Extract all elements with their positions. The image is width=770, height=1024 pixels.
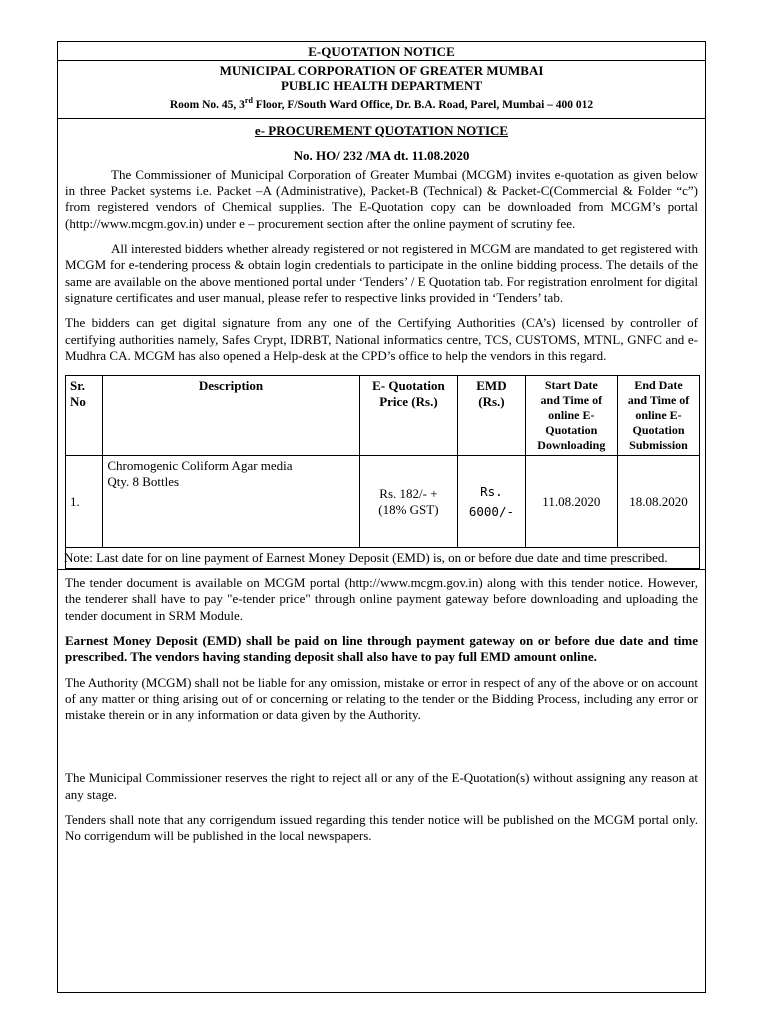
organization-name: MUNICIPAL CORPORATION OF GREATER MUMBAI xyxy=(219,63,544,78)
col-emd: EMD (Rs.) xyxy=(458,376,525,456)
row-description: Chromogenic Coliform Agar media Qty. 8 Bottles xyxy=(103,456,359,548)
quotation-table xyxy=(65,375,700,569)
paragraph-emd: Earnest Money Deposit (EMD) shall be paid on line through payment gateway on or before due date and time prescribed. The vendors having standing deposit shall also have to pay full EMD amount online. xyxy=(65,632,698,665)
notice-number: No. HO/ 232 /MA dt. 11.08.2020 xyxy=(293,147,470,163)
emd-note: Note: Last date for on line payment of Earnest Money Deposit (EMD) is, on or before due date and time prescribed. xyxy=(66,548,700,569)
paragraph-digital-signature: The bidders can get digital signature from any one of the Certifying Authorities (CA’s) licensed by controller of certifying authorities namely, Safes Crypt, IDRBT, National informatics centre, TCS, CUSTOMS, MTNL, GNFC and e-Mudhra CA. MCGM has also opened a Help-desk at the CPD’s office to help the vendors in this regard. xyxy=(65,315,698,363)
row-end-date: 18.08.2020 xyxy=(617,456,699,548)
row-price: Rs. 182/- + (18% GST) xyxy=(359,456,458,548)
paragraph-liability: The Authority (MCGM) shall not be liable for any omission, mistake or error in respect of any of the above or on account of any matter or thing arising out of or concerning or relating to the tender or the Bidding Process, including any error or mistake therein or in any information or data given by the Authority. xyxy=(65,674,698,723)
row-emd: Rs. 6000/- xyxy=(458,456,525,548)
notice-page xyxy=(57,41,706,993)
table-row xyxy=(66,456,700,548)
row-start-date: 11.08.2020 xyxy=(525,456,617,548)
address-divider xyxy=(58,118,705,119)
notice-title: E-QUOTATION NOTICE xyxy=(308,44,455,59)
col-description: Description xyxy=(103,376,359,456)
col-end-date: End Date and Time of online E- Quotation Submission xyxy=(617,376,699,456)
table-note-row xyxy=(66,548,700,569)
paragraph-registration: All interested bidders whether already registered or not registered in MCGM are mandated to get registered with MCGM for e-tendering process & obtain login credentials to participate in the online bidding process. The details of the same are available on the above mentioned portal under ‘Tenders’ / E Quotation tab. For registration enrolment for digital signature certificates and user manual, please refer to respective links provided in ‘Tenders’ tab. xyxy=(65,241,698,305)
paragraph-tender-document: The tender document is available on MCGM portal (http://www.mcgm.gov.in) along with this tender notice. However, the tenderer shall have to pay "e-tender price" through online payment gateway before downloading and uploading the tender document in SRM Module. xyxy=(65,575,698,623)
title-divider xyxy=(58,60,705,61)
office-address: Room No. 45, 3rd Floor, F/South Ward Office, Dr. B.A. Road, Parel, Mumbai – 400 012 xyxy=(169,96,594,111)
col-start-date: Start Date and Time of online E- Quotation Downloading xyxy=(525,376,617,456)
paragraph-invitation: The Commissioner of Municipal Corporation of Greater Mumbai (MCGM) invites e-quotation as given below in three Packet systems i.e. Packet –A (Administrative), Packet-B (Technical) & Packet-C(Commercial & Folder “c”) from registered vendors of Chemical supplies. The E-Quotation copy can be downloaded from MCGM’s portal (http://www.mcgm.gov.in) under e – procurement section after the online payment of scrutiny fee. xyxy=(65,166,698,231)
row-sr-no: 1. xyxy=(66,456,103,548)
paragraph-corrigendum: Tenders shall note that any corrigendum issued regarding this tender notice will be published on the MCGM portal only. No corrigendum will be published in the local newspapers. xyxy=(65,812,698,844)
paragraph-rejection-right: The Municipal Commissioner reserves the right to reject all or any of the E-Quotation(s) without assigning any reason at any stage. xyxy=(65,770,698,802)
procurement-subtitle: e- PROCUREMENT QUOTATION NOTICE xyxy=(254,122,509,138)
col-sr-no: Sr. No xyxy=(66,376,103,456)
table-header-row xyxy=(66,376,700,456)
col-price: E- Quotation Price (Rs.) xyxy=(359,376,458,456)
department-name: PUBLIC HEALTH DEPARTMENT xyxy=(280,78,483,93)
